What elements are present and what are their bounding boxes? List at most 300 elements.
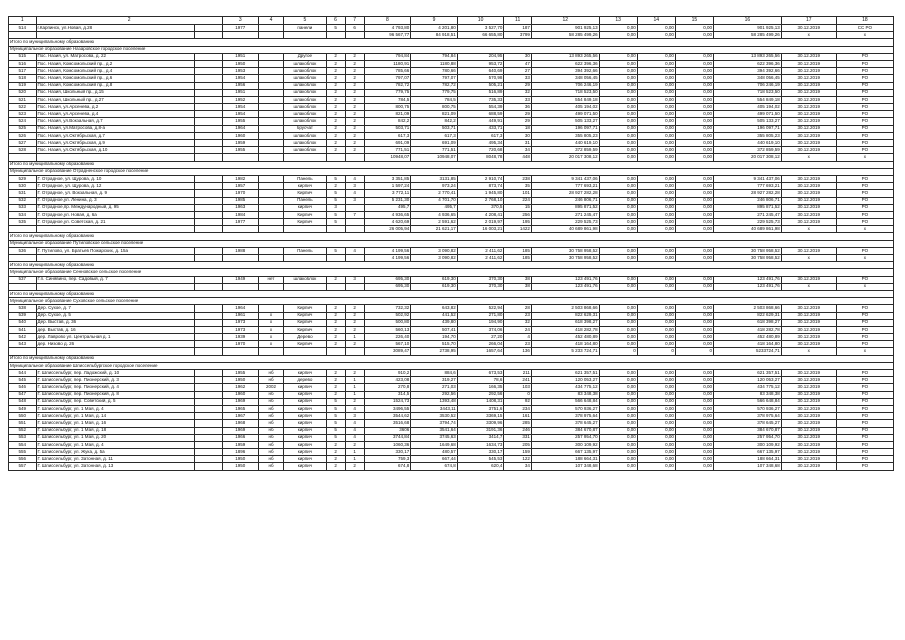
table-cell: 30.12.2019 bbox=[781, 420, 836, 427]
table-cell: 166,35 bbox=[457, 384, 504, 391]
table-cell: 1970 bbox=[222, 341, 258, 348]
table-cell: 514 bbox=[9, 25, 37, 32]
table-cell: 673,53 bbox=[457, 370, 504, 377]
table-cell: 0,00 bbox=[637, 111, 675, 118]
table-cell: 0,00 bbox=[637, 118, 675, 125]
table-cell: 123 491,76 bbox=[531, 283, 599, 290]
table-cell: 8048,78 bbox=[457, 154, 504, 161]
table-cell: 196 097,71 bbox=[531, 125, 599, 132]
table-cell: 2 bbox=[326, 456, 345, 463]
table-cell: брусчат bbox=[284, 125, 326, 132]
table-cell: 83 348,38 bbox=[713, 391, 781, 398]
table-cell: 1985 bbox=[222, 197, 258, 204]
table-cell: 2 bbox=[345, 441, 364, 448]
table-cell: 30.12.2019 bbox=[781, 111, 836, 118]
table-cell: 691,09 bbox=[411, 140, 458, 147]
table-cell: РО bbox=[836, 68, 893, 75]
table-cell: 674,8 bbox=[364, 463, 411, 470]
table-cell: 1180,91 bbox=[364, 60, 411, 67]
section-label: Итого по муниципальному образованию bbox=[9, 290, 894, 297]
table-cell: 448 bbox=[504, 154, 532, 161]
table-cell: 622 396,36 bbox=[531, 60, 599, 67]
table-cell: 2 bbox=[345, 118, 364, 125]
table-cell: 2 768,10 bbox=[457, 197, 504, 204]
table-cell: 452 480,89 bbox=[713, 334, 781, 341]
table-cell: 779,75 bbox=[364, 89, 411, 96]
section-row bbox=[9, 269, 894, 276]
table-cell: Пос. Назия, ул.Октябрьская, д.9 bbox=[36, 140, 195, 147]
table-row bbox=[9, 147, 894, 154]
table-cell bbox=[195, 348, 223, 355]
table-cell: 782,72 bbox=[411, 82, 458, 89]
table-cell: 619,30 bbox=[411, 276, 458, 283]
table-cell: 2 bbox=[326, 183, 345, 190]
table-cell: РО bbox=[836, 147, 893, 154]
table-cell: шлакоблок bbox=[284, 104, 326, 111]
table-cell: 502,92 bbox=[364, 312, 411, 319]
table-cell bbox=[258, 255, 283, 262]
table-cell: 688,59 bbox=[457, 111, 504, 118]
section-label: Муниципальное образование Путиловское сельское поселение bbox=[9, 240, 894, 247]
table-cell: РО bbox=[836, 190, 893, 197]
table-cell: 0,00 bbox=[675, 132, 713, 139]
table-cell bbox=[326, 32, 345, 39]
table-cell: 405 194,02 bbox=[713, 104, 781, 111]
table-cell: 34 bbox=[504, 463, 532, 470]
table-cell: 2 bbox=[326, 89, 345, 96]
table-cell: панели bbox=[284, 25, 326, 32]
table-cell: шлакоблок bbox=[284, 96, 326, 103]
table-cell bbox=[222, 283, 258, 290]
table-cell: 0,00 bbox=[599, 75, 637, 82]
table-cell: 433,71 bbox=[457, 125, 504, 132]
table-cell: шлакоблок bbox=[284, 111, 326, 118]
table-cell bbox=[258, 197, 283, 204]
table-cell: 0,00 bbox=[599, 211, 637, 218]
table-cell: 92 bbox=[504, 398, 532, 405]
table-cell: 27,20 bbox=[457, 334, 504, 341]
column-number: 7 bbox=[345, 17, 364, 25]
table-cell: РО bbox=[836, 384, 893, 391]
table-cell: 2 411,62 bbox=[457, 247, 504, 254]
table-cell: 1952 bbox=[222, 96, 258, 103]
table-cell: 66 655,80 bbox=[457, 32, 504, 39]
table-cell: 1959 bbox=[222, 441, 258, 448]
table-cell: РО bbox=[836, 140, 893, 147]
table-cell: 0,00 bbox=[599, 104, 637, 111]
table-cell bbox=[195, 434, 223, 441]
table-cell: нб bbox=[258, 405, 283, 412]
table-cell: 515 bbox=[9, 53, 37, 60]
table-cell: 10948,07 bbox=[364, 154, 411, 161]
table-cell bbox=[195, 420, 223, 427]
table-cell: 532 bbox=[9, 197, 37, 204]
table-cell: 29 bbox=[504, 82, 532, 89]
table-cell bbox=[345, 32, 364, 39]
table-cell: РО bbox=[836, 111, 893, 118]
table-cell: 271 245,47 bbox=[531, 211, 599, 218]
table-cell: 0,00 bbox=[637, 226, 675, 233]
table-cell: 3 090,82 bbox=[411, 247, 458, 254]
table-cell: Пос. Назия, ул. Матросова, д. 22 bbox=[36, 53, 195, 60]
table-cell: Г. Шлиссельбург, пер. Пионерский, д. 3 bbox=[36, 377, 195, 384]
table-cell bbox=[258, 75, 283, 82]
table-cell: 0,00 bbox=[675, 384, 713, 391]
table-cell: 780,66 bbox=[411, 68, 458, 75]
table-cell: 480,57 bbox=[411, 449, 458, 456]
table-cell: x bbox=[781, 32, 836, 39]
table-cell: 194,70 bbox=[411, 334, 458, 341]
table-cell: x bbox=[836, 348, 893, 355]
table-cell: 505 133,27 bbox=[713, 118, 781, 125]
table-cell: 495,7 bbox=[364, 204, 411, 211]
table-cell: 0,00 bbox=[675, 96, 713, 103]
table-row bbox=[9, 75, 894, 82]
table-cell: 1408,31 bbox=[457, 398, 504, 405]
table-cell: Г. Шлиссельбург, ул. 1 Мая, д. 4 bbox=[36, 441, 195, 448]
table-cell: 3 772,11 bbox=[364, 190, 411, 197]
table-cell: 2 bbox=[326, 341, 345, 348]
table-cell: 2738,95 bbox=[411, 348, 458, 355]
table-cell: РО bbox=[836, 326, 893, 333]
table-cell: 30.12.2019 bbox=[781, 463, 836, 470]
table-cell: 3799 bbox=[504, 32, 532, 39]
table-cell: РО bbox=[836, 441, 893, 448]
table-cell: 0 bbox=[675, 348, 713, 355]
table-cell: 0,00 bbox=[675, 391, 713, 398]
table-cell bbox=[326, 154, 345, 161]
table-cell: 0,00 bbox=[637, 32, 675, 39]
table-cell: 2 bbox=[326, 312, 345, 319]
table-cell: 0,00 bbox=[675, 283, 713, 290]
table-cell: 2 bbox=[326, 53, 345, 60]
table-cell: 0,00 bbox=[675, 118, 713, 125]
table-cell bbox=[195, 334, 223, 341]
table-cell: 5 bbox=[326, 219, 345, 226]
table-cell: 567,10 bbox=[364, 341, 411, 348]
table-cell: 194,90 bbox=[457, 319, 504, 326]
table-cell: РО bbox=[836, 175, 893, 182]
table-row bbox=[9, 276, 894, 283]
table-cell: 556 bbox=[9, 456, 37, 463]
table-cell: 1 bbox=[345, 384, 364, 391]
table-cell: 246 806,71 bbox=[713, 197, 781, 204]
table-cell: 516 bbox=[9, 60, 37, 67]
table-cell: 30.12.2019 bbox=[781, 391, 836, 398]
table-cell: 1970 bbox=[222, 190, 258, 197]
table-cell: 0,00 bbox=[637, 190, 675, 197]
table-cell: х bbox=[258, 326, 283, 333]
table-cell: Г. Шлиссельбург, ул. Затонная, д. 13 bbox=[36, 463, 195, 470]
table-cell: 123 491,76 bbox=[713, 283, 781, 290]
section-label: Итого по муниципальному образованию bbox=[9, 39, 894, 46]
table-cell: 30.12.2019 bbox=[781, 276, 836, 283]
table-cell: x bbox=[836, 283, 893, 290]
table-cell: 122 bbox=[504, 456, 532, 463]
table-cell: 557 bbox=[9, 463, 37, 470]
table-cell: 1393,48 bbox=[411, 398, 458, 405]
table-cell: 4 620,69 bbox=[364, 219, 411, 226]
table-cell: 204,95 bbox=[457, 53, 504, 60]
table-cell: 2 bbox=[326, 75, 345, 82]
table-cell bbox=[36, 154, 195, 161]
table-cell: Г. Шлиссельбург, ул. Жука, д. 5а bbox=[36, 449, 195, 456]
table-cell: 5 bbox=[326, 398, 345, 405]
table-cell: 0,00 bbox=[637, 334, 675, 341]
table-cell: 4 936,65 bbox=[364, 211, 411, 218]
table-cell bbox=[36, 348, 195, 355]
table-cell: 505,21 bbox=[457, 82, 504, 89]
table-cell: 83 348,38 bbox=[531, 391, 599, 398]
table-cell: Дер. Выстав, д. 36 bbox=[36, 319, 195, 326]
table-cell: 523 bbox=[9, 111, 37, 118]
table-cell: 1 bbox=[345, 456, 364, 463]
table-row bbox=[9, 53, 894, 60]
table-cell: Кирпич bbox=[284, 341, 326, 348]
table-cell: 0,00 bbox=[675, 341, 713, 348]
table-cell: 0,00 bbox=[599, 140, 637, 147]
table-cell bbox=[195, 118, 223, 125]
table-cell: 0,00 bbox=[637, 341, 675, 348]
table-cell: 2 bbox=[345, 96, 364, 103]
register-table bbox=[8, 16, 894, 471]
table-cell bbox=[195, 25, 223, 32]
table-cell: 1955 bbox=[222, 370, 258, 377]
table-cell: 0,00 bbox=[599, 96, 637, 103]
table-cell: 503,71 bbox=[364, 125, 411, 132]
table-cell: 1988 bbox=[222, 247, 258, 254]
table-cell: х bbox=[258, 319, 283, 326]
subtotal-row bbox=[9, 154, 894, 161]
table-cell: РО bbox=[836, 463, 893, 470]
table-cell: 0 bbox=[599, 348, 637, 355]
table-cell: 2 bbox=[345, 125, 364, 132]
table-cell: 3089,47 bbox=[364, 348, 411, 355]
table-cell: 4 bbox=[345, 434, 364, 441]
table-cell: x bbox=[836, 32, 893, 39]
column-number: 13 bbox=[599, 17, 637, 25]
table-cell: 777 693,21 bbox=[531, 183, 599, 190]
table-cell: 520 bbox=[9, 89, 37, 96]
table-cell: кирпич bbox=[284, 398, 326, 405]
table-cell: 1896 bbox=[222, 449, 258, 456]
table-cell: 3516,68 bbox=[364, 420, 411, 427]
table-cell: 103 bbox=[504, 384, 532, 391]
table-cell: 0,00 bbox=[637, 25, 675, 32]
table-cell: 378 645,27 bbox=[713, 420, 781, 427]
table-cell: 440 619,10 bbox=[713, 140, 781, 147]
table-cell: РО bbox=[836, 398, 893, 405]
table-cell: 1524,73 bbox=[364, 398, 411, 405]
table-cell bbox=[195, 405, 223, 412]
table-cell: 2 bbox=[326, 463, 345, 470]
table-row bbox=[9, 456, 894, 463]
table-cell: Пос. Назия, Комсомольский пр., д.4 bbox=[36, 68, 195, 75]
table-cell: Кирпич bbox=[284, 305, 326, 312]
table-cell: нб bbox=[258, 427, 283, 434]
table-cell: 3 bbox=[345, 276, 364, 283]
table-cell: 495,7 bbox=[411, 204, 458, 211]
table-cell: 2 bbox=[345, 68, 364, 75]
table-cell: 257 954,70 bbox=[531, 434, 599, 441]
table-cell: 3544,62 bbox=[364, 413, 411, 420]
table-cell: 643,82 bbox=[411, 305, 458, 312]
section-label: Итого по муниципальному образованию bbox=[9, 161, 894, 168]
table-cell: 0,00 bbox=[599, 326, 637, 333]
table-cell: кирпич bbox=[284, 183, 326, 190]
table-cell: 30.12.2019 bbox=[781, 211, 836, 218]
table-cell: шлакоблок bbox=[284, 147, 326, 154]
column-number: 10 bbox=[457, 17, 504, 25]
table-cell: шлакоблок bbox=[284, 75, 326, 82]
table-cell: 0,00 bbox=[599, 341, 637, 348]
table-cell: 618 398,27 bbox=[713, 319, 781, 326]
column-number: 17 bbox=[781, 17, 836, 25]
table-cell: 543 bbox=[9, 341, 37, 348]
table-cell: 30.12.2019 bbox=[781, 441, 836, 448]
table-row bbox=[9, 420, 894, 427]
table-cell: кирпич bbox=[284, 405, 326, 412]
table-cell: 953,72 bbox=[457, 60, 504, 67]
table-cell: 0,00 bbox=[675, 211, 713, 218]
table-cell: 0,00 bbox=[675, 305, 713, 312]
column-number: 15 bbox=[675, 17, 713, 25]
table-cell: 271,03 bbox=[411, 384, 458, 391]
table-cell: 30.12.2019 bbox=[781, 319, 836, 326]
table-cell: 695,30 bbox=[364, 283, 411, 290]
table-cell: 1657,64 bbox=[457, 348, 504, 355]
table-cell: 441,52 bbox=[411, 312, 458, 319]
table-cell: 418 164,80 bbox=[531, 341, 599, 348]
table-cell: 2 bbox=[345, 147, 364, 154]
table-cell: 2 bbox=[345, 319, 364, 326]
table-cell: 2 bbox=[326, 370, 345, 377]
table-cell: 0,00 bbox=[675, 75, 713, 82]
table-cell: 1953 bbox=[222, 68, 258, 75]
table-cell bbox=[195, 255, 223, 262]
table-cell bbox=[195, 211, 223, 218]
table-cell: РО bbox=[836, 204, 893, 211]
table-cell: Пос. Назия, Комсомольский пр., д.6 bbox=[36, 75, 195, 82]
table-cell: x bbox=[836, 226, 893, 233]
table-cell: 2 bbox=[345, 104, 364, 111]
table-cell bbox=[195, 125, 223, 132]
table-cell: 5 bbox=[326, 190, 345, 197]
table-cell: 246 bbox=[504, 427, 532, 434]
table-cell: 35 bbox=[504, 183, 532, 190]
table-cell: 4 793,80 bbox=[364, 25, 411, 32]
table-cell: 0,00 bbox=[675, 147, 713, 154]
table-cell: 1961 bbox=[222, 312, 258, 319]
table-cell: 3414,7 bbox=[457, 434, 504, 441]
table-cell: 30.12.2019 bbox=[781, 377, 836, 384]
table-cell: 47 bbox=[504, 60, 532, 67]
table-cell bbox=[36, 226, 195, 233]
table-cell: Пос. Назия, ул.Арсенева, д.2 bbox=[36, 104, 195, 111]
table-cell: 735,33 bbox=[457, 96, 504, 103]
table-cell: 622 396,36 bbox=[713, 60, 781, 67]
section-row bbox=[9, 290, 894, 297]
table-cell: 434 775,12 bbox=[713, 384, 781, 391]
table-cell: 2 bbox=[345, 341, 364, 348]
table-cell: 1954 bbox=[222, 104, 258, 111]
table-cell: 4 bbox=[504, 334, 532, 341]
table-cell: 161 bbox=[504, 413, 532, 420]
table-cell: 266,04 bbox=[457, 341, 504, 348]
table-cell: 0,00 bbox=[599, 204, 637, 211]
table-row bbox=[9, 413, 894, 420]
table-cell: 229 525,73 bbox=[713, 219, 781, 226]
section-row bbox=[9, 161, 894, 168]
table-cell: 0,00 bbox=[637, 312, 675, 319]
table-cell: шлакоблок bbox=[284, 140, 326, 147]
table-cell: 2 910,74 bbox=[457, 175, 504, 182]
table-cell: 1964 bbox=[222, 125, 258, 132]
table-row bbox=[9, 125, 894, 132]
table-cell: 771,51 bbox=[411, 147, 458, 154]
table-cell bbox=[326, 283, 345, 290]
table-cell: 30.12.2019 bbox=[781, 405, 836, 412]
table-cell: РО bbox=[836, 247, 893, 254]
table-cell: РО bbox=[836, 377, 893, 384]
table-cell: 1955 bbox=[222, 118, 258, 125]
table-cell: кирпич bbox=[284, 434, 326, 441]
table-cell: 528 bbox=[9, 147, 37, 154]
document-page bbox=[8, 16, 894, 471]
table-cell: Г.п. Синявино, пер. Садовый, д. 7 bbox=[36, 276, 195, 283]
table-cell: 348 056,45 bbox=[713, 75, 781, 82]
table-cell bbox=[222, 255, 258, 262]
table-cell: 434 775,12 bbox=[531, 384, 599, 391]
table-cell: 842,2 bbox=[364, 118, 411, 125]
table-cell bbox=[195, 154, 223, 161]
table-cell: 58 285 499,26 bbox=[713, 32, 781, 39]
table-cell: 640,69 bbox=[457, 68, 504, 75]
table-cell: 2 bbox=[326, 68, 345, 75]
table-cell: 2 bbox=[326, 305, 345, 312]
table-cell: Пос. Назия, Школьный пр., д.27 bbox=[36, 96, 195, 103]
table-cell: 0,00 bbox=[599, 82, 637, 89]
table-cell: 507,41 bbox=[411, 326, 458, 333]
table-cell: 0,00 bbox=[675, 413, 713, 420]
table-cell: 525 bbox=[9, 125, 37, 132]
column-number: 9 bbox=[411, 17, 458, 25]
table-cell: Пос. Назия, ул.Матросова, д.8-а bbox=[36, 125, 195, 132]
table-cell: 38 bbox=[504, 276, 532, 283]
table-cell: нб bbox=[258, 370, 283, 377]
table-cell: 0,00 bbox=[675, 420, 713, 427]
table-cell: 1950 bbox=[222, 463, 258, 470]
table-cell bbox=[195, 341, 223, 348]
table-row bbox=[9, 326, 894, 333]
table-cell: 29 bbox=[504, 118, 532, 125]
table-cell: РО bbox=[836, 211, 893, 218]
table-cell: 5 bbox=[326, 25, 345, 32]
table-cell: 551 bbox=[9, 420, 37, 427]
table-cell: 30.12.2019 bbox=[781, 427, 836, 434]
table-cell: 1977 bbox=[222, 25, 258, 32]
table-cell: 2 bbox=[345, 82, 364, 89]
table-row bbox=[9, 305, 894, 312]
table-cell: 330,17 bbox=[457, 449, 504, 456]
table-cell: 257 954,70 bbox=[713, 434, 781, 441]
table-cell bbox=[258, 125, 283, 132]
table-cell: Г. Шлиссельбург, ул. Затонная, д. 11 bbox=[36, 456, 195, 463]
table-cell: кирпич bbox=[284, 370, 326, 377]
section-label: Муниципальное образование Шлиссельбургское городское поселение bbox=[9, 362, 894, 369]
table-cell bbox=[284, 255, 326, 262]
table-cell: РО bbox=[836, 89, 893, 96]
